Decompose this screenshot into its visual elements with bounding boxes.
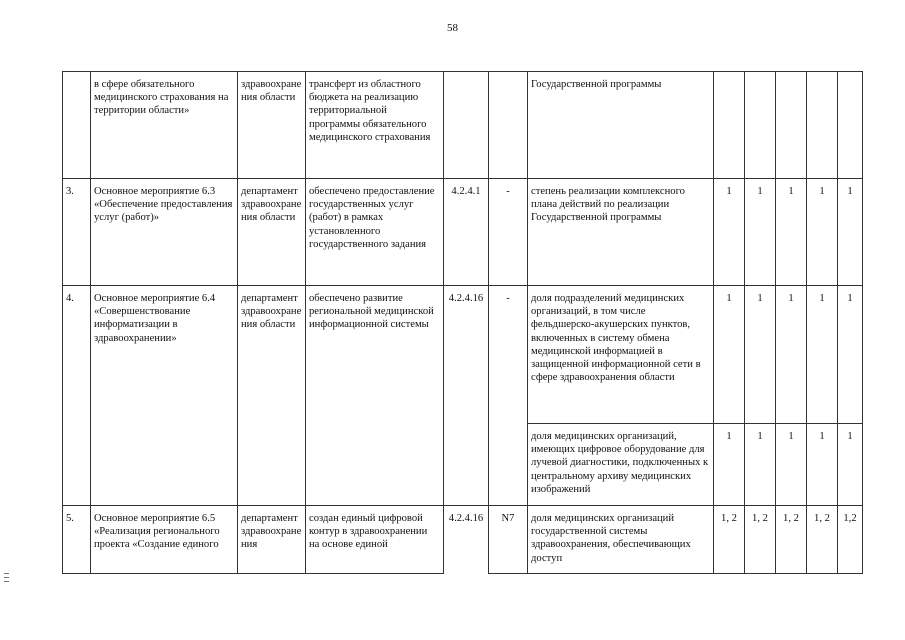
value-cell: 1	[745, 286, 776, 424]
code-cell: 4.2.4.16	[444, 506, 489, 574]
event-cell: Основное мероприятие 6.5 «Реализация регионального проекта «Создание единого	[91, 506, 238, 574]
result-cell: трансферт из областного бюджета на реализацию территориальной программы обязательного медицинского страхования	[306, 72, 444, 179]
result-cell: обеспечено развитие региональной медицинской информационной системы	[306, 286, 444, 506]
measures-table	[62, 71, 863, 574]
result-cell: создан единый цифровой контур в здравоохранении на основе единой	[306, 506, 444, 574]
scan-mark	[4, 581, 9, 582]
table-row	[63, 179, 863, 286]
value-cell: 1	[776, 424, 807, 506]
value-cell: 1,2	[838, 506, 863, 574]
executor-cell: департамент здравоохранения области	[238, 179, 306, 286]
row-number-cell: 5.	[63, 506, 91, 574]
value-cell: 1, 2	[714, 506, 745, 574]
code-cell: 4.2.4.16	[444, 286, 489, 506]
event-cell: в сфере обязательного медицинского страхования на территории области»	[91, 72, 238, 179]
row-number-cell: 4.	[63, 286, 91, 506]
value-cell	[807, 72, 838, 179]
table-row	[63, 286, 863, 424]
value-cell: 1, 2	[745, 506, 776, 574]
value-cell: 1	[714, 179, 745, 286]
value-cell	[838, 72, 863, 179]
page-number: 58	[447, 22, 458, 34]
executor-cell: департамент здравоохранения области	[238, 286, 306, 506]
value-cell: 1	[838, 179, 863, 286]
result-cell: обеспечено предоставление государственных услуг (работ) в рамках установленного государственного задания	[306, 179, 444, 286]
event-cell: Основное мероприятие 6.4 «Совершенствование информатизации в здравоохранении»	[91, 286, 238, 506]
indicator-cell: доля медицинских организаций государственной системы здравоохранения, обеспечивающих доступ	[528, 506, 714, 574]
scan-edge-marks	[4, 573, 12, 585]
indicator-cell: доля подразделений медицинских организаций, в том числе фельдшерско-акушерских пунктов, включенных в систему обмена медицинской информацией в защищенной информационной сети в сфере здравоохранения области	[528, 286, 714, 424]
mark-cell: -	[489, 179, 528, 286]
indicator-cell: доля медицинских организаций, имеющих цифровое оборудование для лучевой диагностики, подключенных к центральному архиву медицинских изображений	[528, 424, 714, 506]
value-cell	[745, 72, 776, 179]
table-row	[63, 72, 863, 179]
executor-cell: департамент здравоохранения	[238, 506, 306, 574]
code-cell	[444, 72, 489, 179]
value-cell: 1	[745, 179, 776, 286]
value-cell: 1, 2	[776, 506, 807, 574]
value-cell	[776, 72, 807, 179]
value-cell: 1	[807, 179, 838, 286]
table-row	[63, 506, 863, 574]
code-cell: 4.2.4.1	[444, 179, 489, 286]
indicator-cell: Государственной программы	[528, 72, 714, 179]
indicator-cell: степень реализации комплексного плана действий по реализации Государственной программы	[528, 179, 714, 286]
value-cell: 1	[714, 286, 745, 424]
value-cell	[714, 72, 745, 179]
mark-cell	[489, 72, 528, 179]
value-cell: 1, 2	[807, 506, 838, 574]
mark-cell: -	[489, 286, 528, 506]
value-cell: 1	[776, 286, 807, 424]
executor-cell: здравоохранения области	[238, 72, 306, 179]
event-cell: Основное мероприятие 6.3 «Обеспечение предоставления услуг (работ)»	[91, 179, 238, 286]
scan-mark	[4, 577, 9, 578]
scan-mark	[4, 573, 9, 574]
row-number-cell: 3.	[63, 179, 91, 286]
mark-cell: N7	[489, 506, 528, 574]
value-cell: 1	[745, 424, 776, 506]
value-cell: 1	[714, 424, 745, 506]
value-cell: 1	[807, 286, 838, 424]
value-cell: 1	[807, 424, 838, 506]
value-cell: 1	[776, 179, 807, 286]
value-cell: 1	[838, 286, 863, 424]
row-number-cell	[63, 72, 91, 179]
value-cell: 1	[838, 424, 863, 506]
